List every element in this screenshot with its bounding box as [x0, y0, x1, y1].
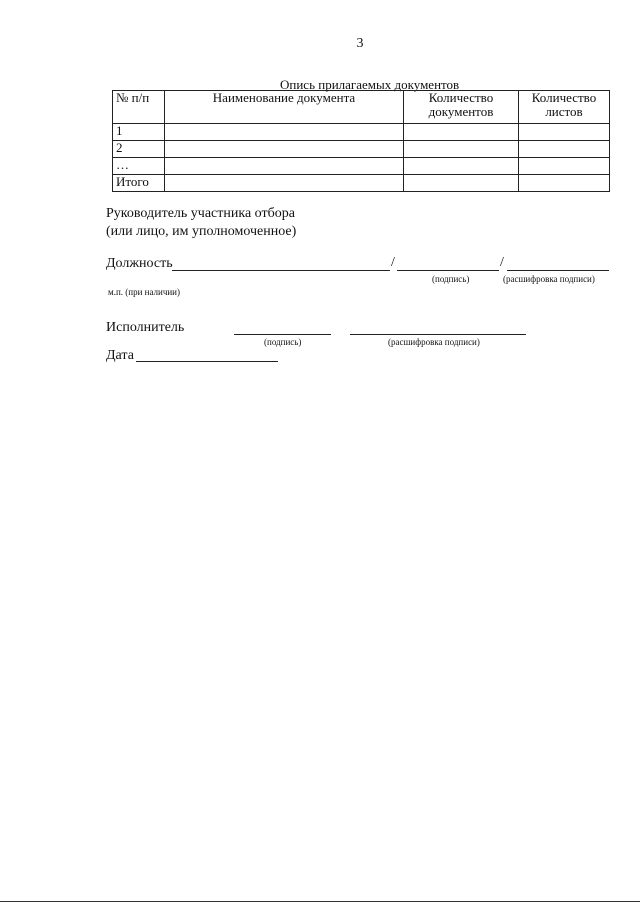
row-document-name[interactable]: [165, 158, 404, 175]
row-sheet-count[interactable]: [519, 175, 610, 192]
signature-decoding-caption: (расшифровка подписи): [503, 274, 595, 284]
row-number: …: [113, 158, 165, 175]
row-sheet-count[interactable]: [519, 158, 610, 175]
executor-label: Исполнитель: [106, 320, 185, 335]
table-row: [113, 141, 610, 158]
row-sheet-count[interactable]: [519, 124, 610, 141]
row-number: 1: [113, 124, 165, 141]
table-row: [113, 124, 610, 141]
header-document-count: Количество документов: [404, 91, 519, 124]
executor-signature-line[interactable]: [234, 334, 331, 335]
table-total-row: [113, 175, 610, 192]
signer-heading: Руководитель участника отбора: [106, 206, 295, 221]
row-document-count[interactable]: [404, 141, 519, 158]
header-sheet-count: Количество листов: [519, 91, 610, 124]
executor-signature-caption: (подпись): [264, 337, 302, 347]
row-sheet-count[interactable]: [519, 141, 610, 158]
executor-decoding-line[interactable]: [350, 334, 526, 335]
separator-slash: /: [500, 255, 504, 270]
signature-line[interactable]: [397, 270, 499, 271]
row-document-name[interactable]: [165, 175, 404, 192]
separator-slash: /: [391, 255, 395, 270]
position-line[interactable]: [172, 270, 390, 271]
date-label: Дата: [106, 348, 134, 363]
seal-note: м.п. (при наличии): [108, 287, 180, 297]
row-total-label: Итого: [113, 175, 165, 192]
signature-decoding-line[interactable]: [507, 270, 609, 271]
page-bottom-rule: [0, 901, 640, 902]
row-document-count[interactable]: [404, 175, 519, 192]
signature-caption: (подпись): [432, 274, 470, 284]
documents-table: [112, 90, 610, 192]
row-document-count[interactable]: [404, 158, 519, 175]
row-document-name[interactable]: [165, 141, 404, 158]
table-row: [113, 158, 610, 175]
header-document-name: Наименование документа: [165, 91, 404, 124]
table-title: Опись прилагаемых документов: [280, 77, 460, 92]
row-document-name[interactable]: [165, 124, 404, 141]
header-number: № п/п: [113, 91, 165, 124]
executor-decoding-caption: (расшифровка подписи): [388, 337, 480, 347]
signer-subheading: (или лицо, им уполномоченное): [106, 224, 297, 239]
table-header-row: [113, 91, 610, 124]
row-document-count[interactable]: [404, 124, 519, 141]
date-line[interactable]: [136, 361, 278, 362]
position-label: Должность: [106, 256, 173, 271]
page-number: 3: [356, 36, 364, 51]
row-number: 2: [113, 141, 165, 158]
